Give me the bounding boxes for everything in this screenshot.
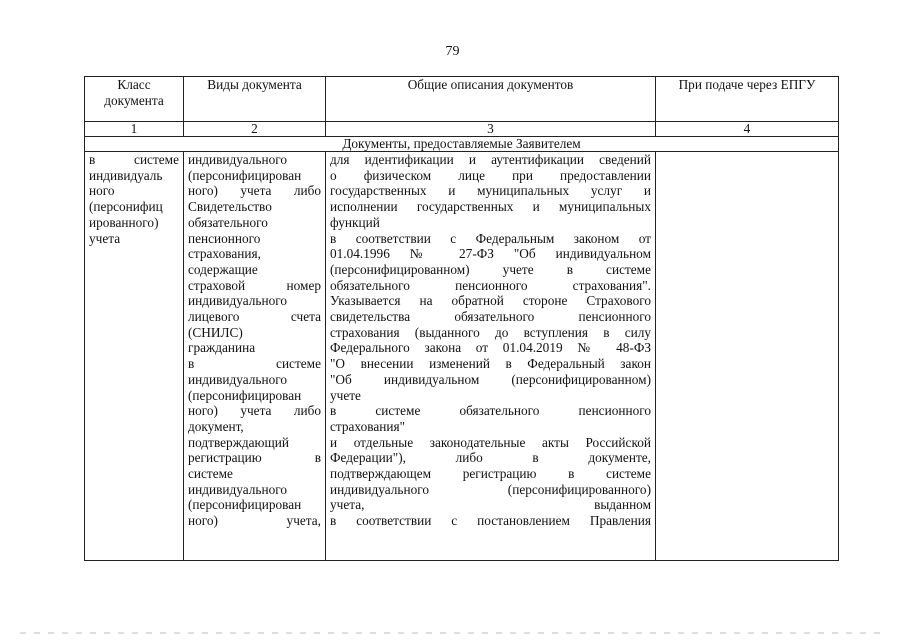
type-line: (СНИЛС) xyxy=(188,324,243,340)
type-line: пенсионного xyxy=(188,230,261,246)
description-line: индивидуального (персонифицированного) xyxy=(330,481,651,497)
class-line: учета xyxy=(89,230,121,246)
class-line: индивидуаль xyxy=(89,167,163,183)
type-line: системе xyxy=(188,466,233,482)
description-line: "О внесении изменений в Федеральный закон xyxy=(330,356,651,372)
description-line: страхования (выданного до вступления в силу xyxy=(330,324,651,340)
description-line: "Об индивидуальном (персонифицированном) xyxy=(330,371,651,387)
description-line: свидетельства обязательного пенсионного xyxy=(330,309,651,325)
description-line: функций xyxy=(330,214,380,230)
type-line: ного) учета, xyxy=(188,513,321,529)
description-line: в соответствии с постановлением Правления xyxy=(330,513,651,529)
column-number-3: 3 xyxy=(326,122,656,137)
type-line: (персонифицирован xyxy=(188,497,302,513)
type-line: ного) учета либо xyxy=(188,183,321,199)
description-line: о физическом лице при предоставлении xyxy=(330,167,651,183)
type-line: содержащие xyxy=(188,261,258,277)
type-line: индивидуального xyxy=(188,293,287,309)
description-line: и отдельные законодательные акты Российской xyxy=(330,434,651,450)
header-epgu-submission: При подаче через ЕПГУ xyxy=(656,77,839,122)
class-line: ного xyxy=(89,183,115,199)
type-line: страховой номер xyxy=(188,277,321,293)
section-row xyxy=(85,137,839,152)
description-line: страхования" xyxy=(330,418,405,434)
type-line: гражданина xyxy=(188,340,256,356)
type-line: индивидуального xyxy=(188,152,287,167)
page-number: 79 xyxy=(445,44,460,59)
type-line: документ, xyxy=(188,418,244,434)
header-row xyxy=(85,77,839,122)
header-general-descriptions: Общие описания документов xyxy=(326,77,656,122)
description-line: учета, выданном xyxy=(330,497,651,513)
document-class-cell xyxy=(85,152,184,561)
type-line: индивидуального xyxy=(188,481,287,497)
type-line: страхования, xyxy=(188,246,261,262)
epgu-cell xyxy=(656,152,839,561)
scan-artifact xyxy=(20,632,885,634)
type-line: индивидуального xyxy=(188,371,287,387)
class-line: ированного) xyxy=(89,214,159,230)
description-line: (персонифицированном) учете в системе xyxy=(330,261,651,277)
column-number-1: 1 xyxy=(85,122,184,137)
type-line: лицевого счета xyxy=(188,309,321,325)
description-line: Указывается на обратной стороне Страхового xyxy=(330,293,651,309)
column-number-2: 2 xyxy=(184,122,326,137)
column-number-row xyxy=(85,122,839,137)
type-line: (персонифицирован xyxy=(188,387,302,403)
type-line: (персонифицирован xyxy=(188,167,302,183)
type-line: обязательного xyxy=(188,214,268,230)
type-line: Свидетельство xyxy=(188,199,272,215)
class-line: в системе xyxy=(89,152,179,167)
description-line: Федерации"), либо в документе, xyxy=(330,450,651,466)
description-line: Федерального закона от 01.04.2019 № 48-ФЗ xyxy=(330,340,651,356)
description-line: в системе обязательного пенсионного xyxy=(330,403,651,419)
type-line: в системе xyxy=(188,356,321,372)
description-line: обязательного пенсионного страхования". xyxy=(330,277,651,293)
section-title: Документы, предоставляемые Заявителем xyxy=(85,137,839,152)
documents-table xyxy=(84,76,839,561)
document-description-cell xyxy=(326,152,656,561)
table-row xyxy=(85,152,839,561)
description-line: исполнении государственных и муниципальных xyxy=(330,199,651,215)
description-line: государственных и муниципальных услуг и xyxy=(330,183,651,199)
type-line: ного) учета либо xyxy=(188,403,321,419)
type-line: подтверждающий xyxy=(188,434,289,450)
description-line: для идентификации и аутентификации сведений xyxy=(330,152,651,167)
header-document-class: Класс документа xyxy=(85,77,184,122)
description-line: в соответствии с Федеральным законом от xyxy=(330,230,651,246)
type-line: регистрацию в xyxy=(188,450,321,466)
description-line: подтверждающем регистрацию в системе xyxy=(330,466,651,482)
column-number-4: 4 xyxy=(656,122,839,137)
header-document-types: Виды документа xyxy=(184,77,326,122)
document-type-cell xyxy=(184,152,326,561)
description-line: 01.04.1996 № 27-ФЗ "Об индивидуальном xyxy=(330,246,651,262)
class-line: (персонифиц xyxy=(89,199,163,215)
description-line: учете xyxy=(330,387,361,403)
